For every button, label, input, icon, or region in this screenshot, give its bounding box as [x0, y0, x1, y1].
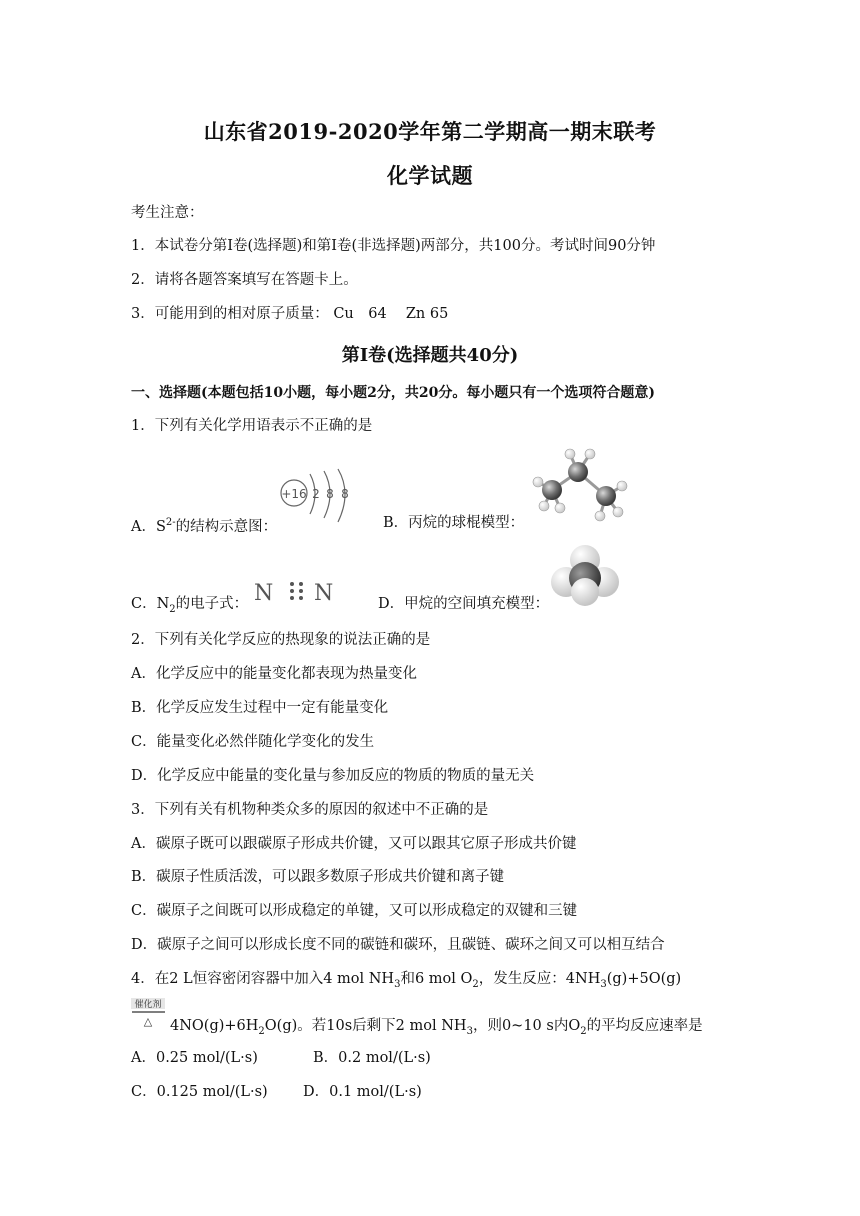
q1-c-post: 的电子式：	[175, 596, 249, 612]
q3-option-a: A．碳原子既可以跟碳原子形成共价键，又可以跟其它原子形成共价键	[131, 836, 577, 852]
q4-line2-part-1: 4NO(g)+6H	[170, 1018, 259, 1034]
q1-option-c	[131, 594, 248, 620]
n2-electron-formula	[250, 576, 340, 606]
q4-option-c: C．0.125 mol/(L·s)	[131, 1084, 268, 1100]
q4-stem-part-2: 和6 mol O	[400, 971, 473, 987]
q4-stem-line-1	[131, 969, 681, 995]
q3-option-c: C．碳原子之间既可以形成稳定的单键，又可以形成稳定的双键和三键	[131, 903, 578, 919]
q1-option-d: D．甲烷的空间填充模型：	[378, 596, 550, 612]
q1-c-sub: 2	[169, 603, 176, 615]
exam-title: 山东省2019-2020学年第二学期高一期末联考	[203, 119, 657, 144]
q4-option-a: A．0.25 mol/(L·s)	[131, 1050, 258, 1066]
q4-sub-3: 3	[600, 978, 607, 990]
exam-subject: 化学试题	[387, 163, 473, 188]
q2-option-c: C．能量变化必然伴随化学变化的发生	[131, 734, 375, 750]
q1-option-b: B．丙烷的球棍模型：	[383, 515, 525, 531]
q4-line2-sub-3: 2	[580, 1025, 587, 1037]
q4-stem-part-3: ，发生反应：4NH	[478, 971, 601, 987]
q2-option-d: D．化学反应中能量的变化量与参加反应的物质的物质的量无关	[131, 768, 535, 784]
notice-item-3: 3．可能用到的相对原子质量： Cu 64 Zn 65	[131, 306, 449, 322]
q1-option-a	[131, 513, 277, 537]
q4-stem-part-1: 4．在2 L恒容密闭容器中加入4 mol NH	[131, 971, 395, 987]
catalyst-arrow	[130, 996, 168, 1030]
q1-a-pre: A．S	[131, 518, 166, 535]
section-title: 第Ⅰ卷(选择题共40分)	[341, 345, 519, 366]
notice-item-2: 2．请将各题答案填写在答题卡上。	[131, 272, 358, 288]
q4-sub-1: 3	[394, 978, 401, 990]
section-heading: 一、选择题(本题包括10小题，每小题2分，共20分。每小题只有一个选项符合题意)	[131, 385, 655, 401]
q3-option-b: B．碳原子性质活泼，可以跟多数原子形成共价键和离子键	[131, 869, 505, 885]
propane-model-image	[530, 444, 630, 526]
n2-atom-2: N	[314, 581, 334, 606]
n2-atom-1: N	[254, 581, 274, 606]
q4-option-d: D．0.1 mol/(L·s)	[303, 1084, 422, 1100]
q2-option-b: B．化学反应发生过程中一定有能量变化	[131, 700, 389, 716]
sulfur-ion-diagram	[276, 468, 360, 526]
q4-option-b: B．0.2 mol/(L·s)	[313, 1050, 431, 1066]
q4-sub-2: 2	[472, 978, 479, 990]
notice-heading: 考生注意：	[131, 205, 204, 221]
notice-item-1: 1．本试卷分第Ⅰ卷(选择题)和第Ⅰ卷(非选择题)两部分，共100分。考试时间90分钟	[131, 238, 656, 254]
q4-line2-part-3: ，则0~10 s内O	[472, 1018, 581, 1034]
q3-option-d: D．碳原子之间可以形成长度不同的碳链和碳环，且碳链、碳环之间又可以相互结合	[131, 937, 665, 953]
q2-stem: 2．下列有关化学反应的热现象的说法正确的是	[131, 632, 431, 648]
q1-c-pre: C．N	[131, 596, 170, 612]
q3-stem: 3．下列有关有机物种类众多的原因的叙述中不正确的是	[131, 802, 489, 818]
shell-count-1: 2	[312, 487, 320, 501]
catalyst-label: 催化剂	[134, 1000, 162, 1010]
shell-count-3: 8	[341, 487, 349, 501]
q4-line2-part-4: 的平均反应速率是	[586, 1018, 703, 1034]
q4-stem-part-4: (g)+5O(g)	[606, 971, 682, 987]
shell-count-2: 8	[326, 487, 334, 501]
q4-stem-line-2	[170, 1016, 703, 1042]
q4-line2-part-2: O(g)。若10s后剩下2 mol NH	[264, 1018, 467, 1034]
q1-a-sup: 2-	[165, 517, 176, 528]
heat-symbol: △	[143, 1015, 153, 1028]
q4-line2-sub-1: 2	[258, 1025, 265, 1037]
methane-model-image	[548, 540, 622, 610]
electron-dots	[290, 582, 303, 600]
q2-option-a: A．化学反应中的能量变化都表现为热量变化	[131, 666, 417, 682]
nucleus-charge: +16	[281, 487, 307, 501]
q4-line2-sub-2: 3	[466, 1025, 473, 1037]
q1-a-post: 的结构示意图：	[175, 518, 278, 535]
q1-stem: 1．下列有关化学用语表示不正确的是	[131, 418, 373, 434]
